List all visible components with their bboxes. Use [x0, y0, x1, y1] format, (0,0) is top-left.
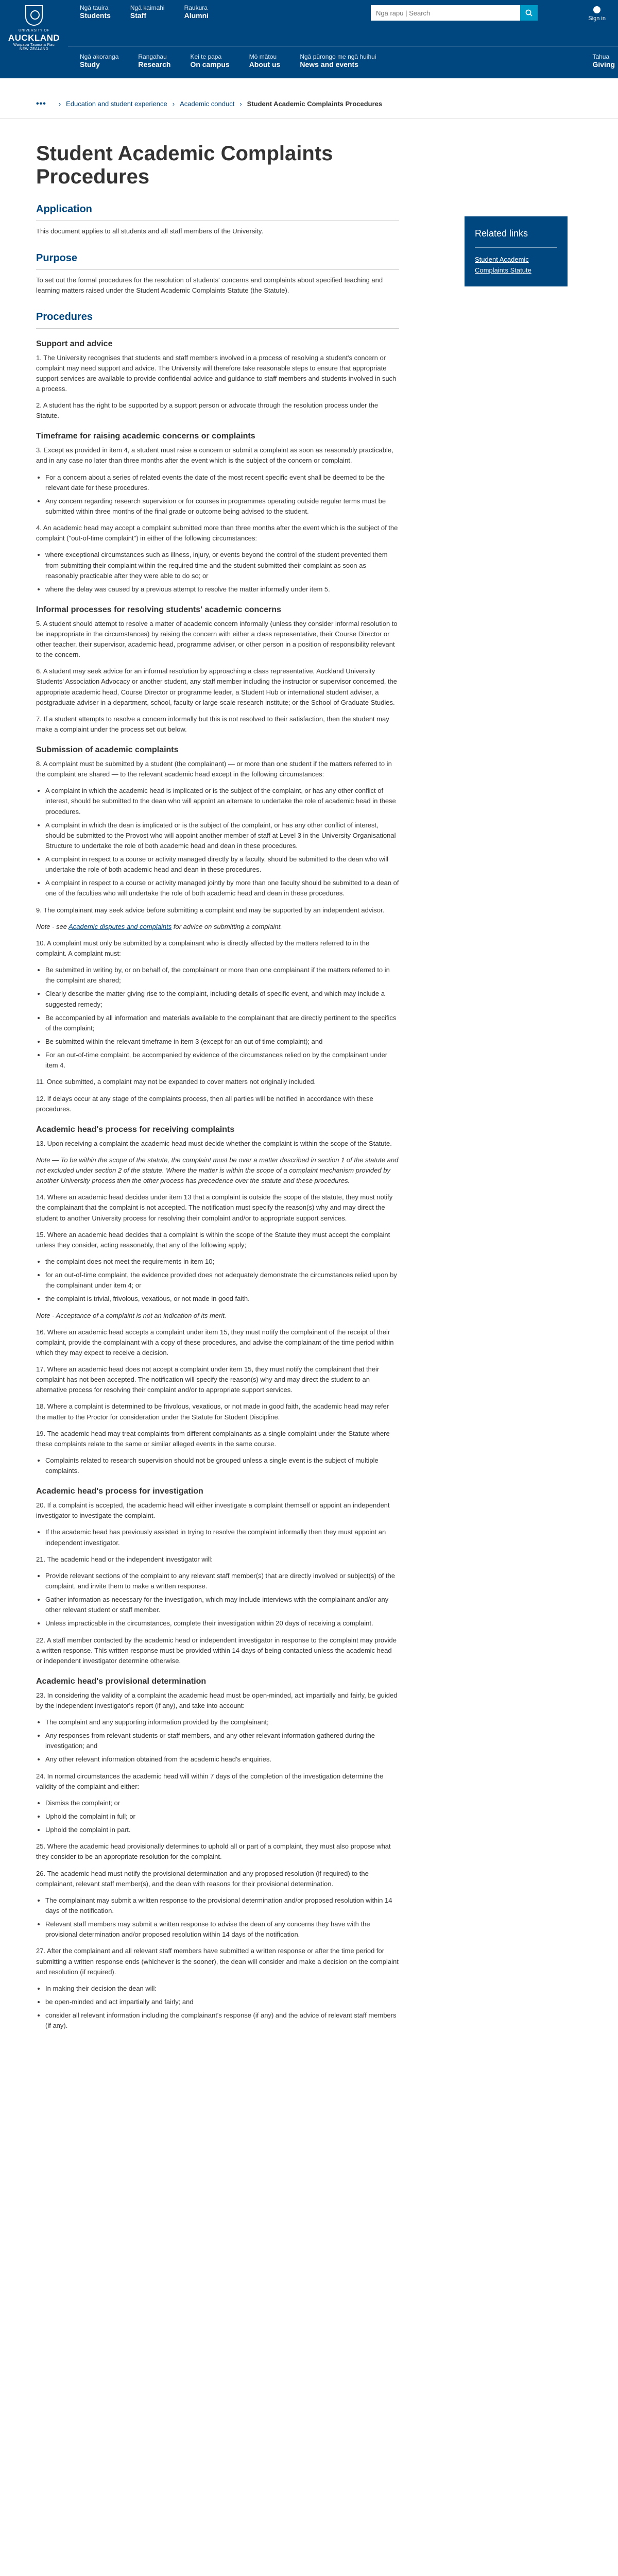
- paragraph: 15. Where an academic head decides that a complaint is within the scope of the Statute they must accept the complaint unless they consider, acting reasonably, that any of the following apply;: [36, 1230, 390, 1249]
- nav-on-campus[interactable]: Kei te papa On campus: [190, 53, 230, 69]
- paragraph: 27. After the complainant and all relevant staff members have submitted a written response or after the time period for submitting a written response ends (whichever is the sooner), the dean will consider and make a decision on the complaint and resolution (if required).: [36, 1947, 399, 1976]
- sidebar: [465, 216, 568, 2038]
- paragraph: 21. The academic head or the independent investigator will:: [36, 1555, 213, 1563]
- paragraph: 13. Upon receiving a complaint the academic head must decide whether the complaint is within the scope of the Statute.: [36, 1139, 392, 1147]
- list-item: • A complaint in which the academic head is implicated or is the subject of the complaint, or has any other conflict of interest, should be submitted to the dean who will appoint an alternate to undertake the role of academic head in these procedures.: [45, 786, 399, 817]
- nav-study[interactable]: Ngā akoranga Study: [80, 53, 119, 69]
- list-item: • Be submitted in writing by, or on behalf of, the complainant or more than one complainant if the matters referred to in the complaint are shared;: [45, 965, 399, 986]
- subheading-investigation: Academic head's process for investigation: [36, 1487, 203, 1496]
- bullet-list: [45, 1455, 399, 1476]
- list-item: • If the academic head has previously assisted in trying to resolve the complaint informally then they must appoint an independent investigator.: [45, 1527, 399, 1548]
- nav-research[interactable]: Rangahau Research: [138, 53, 171, 69]
- search-input[interactable]: [371, 5, 520, 21]
- section-heading-purpose: Purpose: [36, 252, 78, 264]
- sign-in-link[interactable]: Sign in: [588, 6, 606, 23]
- paragraph: 24. In normal circumstances the academic head will within 7 days of the completion of the investigation determine the validity of the complaint and either:: [36, 1772, 384, 1790]
- bullet-list: [45, 1571, 399, 1629]
- bullet-list: [45, 550, 399, 595]
- list-item: • The complainant may submit a written response to the provisional determination and/or proposed resolution within 14 days of the notification.: [45, 1895, 399, 1916]
- list-item: • Any concern regarding research supervision or for courses in programmes operating outside regular terms must be submitted within three months of the final grade or outcome being advised to the student.: [45, 496, 399, 517]
- paragraph: 26. The academic head must notify the provisional determination and any proposed resolution (if required) to the complainant, relevant staff member(s), and the dean with reasons for their provisional determination.: [36, 1869, 369, 1888]
- audience-nav: [80, 4, 228, 20]
- paragraph: 19. The academic head may treat complaints from different complainants as a single complaint under the Statute where these complaints relate to the same or similar alleged events in the same course.: [36, 1429, 390, 1448]
- subheading-timeframe: Timeframe for raising academic concerns or complaints: [36, 432, 255, 441]
- bullet-list: [45, 1798, 399, 1835]
- paragraph: 18. Where a complaint is determined to be frivolous, vexatious, or not made in good faith, the academic head may refer the matter to the Proctor for consideration under the Statute for Student Discipline.: [36, 1402, 389, 1421]
- bullet-list: [45, 1984, 399, 2031]
- paragraph: 9. The complainant may seek advice before submitting a complaint and may be supported by an independent advisor.: [36, 906, 385, 914]
- related-links-heading: Related links: [475, 227, 557, 248]
- list-item: • the complaint is trivial, frivolous, vexatious, or not made in good faith.: [45, 1294, 399, 1304]
- list-item: • Relevant staff members may submit a written response to advise the dean of any concerns they have with the provisional determination and/or proposed resolution within 14 days of the notification.: [45, 1919, 399, 1940]
- list-item: • Uphold the complaint in part.: [45, 1825, 399, 1835]
- bullet-list: [45, 1717, 399, 1765]
- application-text: This document applies to all students and all staff members of the University.: [36, 227, 264, 235]
- list-item: • the complaint does not meet the requirements in item 10;: [45, 1257, 399, 1267]
- bullet-list: [45, 1895, 399, 1940]
- paragraph: 4. An academic head may accept a complaint submitted more than three months after the event which is the subject of the complaint ("out-of-time complaint") in either of the following circumstances:: [36, 524, 398, 543]
- list-item: • where the delay was caused by a previous attempt to resolve the matter informally under item 5.: [45, 584, 399, 595]
- search-button[interactable]: [520, 5, 538, 21]
- nav-alumni[interactable]: Raukura Alumni: [184, 4, 209, 20]
- list-item: • Be accompanied by all information and materials available to the complainant that are directly pertinent to the specifics of the complaint;: [45, 1013, 399, 1033]
- bullet-list: [45, 1257, 399, 1304]
- paragraph: 11. Once submitted, a complaint may not be expanded to cover matters not originally included.: [36, 1078, 316, 1086]
- subheading-informal: Informal processes for resolving students' academic concerns: [36, 605, 281, 614]
- list-item: • Clearly describe the matter giving rise to the complaint, including details of specific event, and which may include a suggested remedy;: [45, 989, 399, 1009]
- list-item: • In making their decision the dean will:: [45, 1984, 399, 1994]
- paragraph: 22. A staff member contacted by the academic head or independent investigator in response to the complaint may provide a written response. This written response must be provided within 14 days of being contacted unless the academic head or independent investigator determine otherwise.: [36, 1636, 397, 1665]
- paragraph: 8. A complaint must be submitted by a student (the complainant) — or more than one student if the matters referred to in the complaint are shared — to the relevant academic head except in the following circumstances:: [36, 759, 392, 778]
- bullet-list: [45, 472, 399, 517]
- user-icon: [593, 6, 600, 13]
- paragraph: 2. A student has the right to be supported by a support person or advocate through the resolution process under the Statute.: [36, 401, 379, 420]
- section-heading-application: Application: [36, 204, 92, 215]
- top-bar: [0, 0, 618, 51]
- chevron-right-icon: ›: [239, 100, 242, 108]
- bullet-list: [45, 786, 399, 899]
- paragraph: 12. If delays occur at any stage of the complaints process, then all parties will be notified in accordance with these procedures.: [36, 1094, 373, 1113]
- paragraph: 25. Where the academic head provisionally determines to uphold all or part of a complaint, they must also propose what they consider to be an appropriate resolution for the complaint.: [36, 1842, 391, 1861]
- breadcrumb: [36, 98, 618, 111]
- academic-disputes-link[interactable]: Academic disputes and complaints: [68, 922, 172, 930]
- list-item: • Gather information as necessary for the investigation, which may include interviews with the complainant and/or any other relevant student or staff member.: [45, 1595, 399, 1615]
- list-item: • Any responses from relevant students or staff members, and any other relevant information gathered during the investigation; and: [45, 1731, 399, 1751]
- subheading-receiving: Academic head's process for receiving complaints: [36, 1125, 235, 1134]
- logo-line4: NEW ZEALAND: [19, 47, 49, 51]
- paragraph: 10. A complaint must only be submitted by a complainant who is directly affected by the matters referred to in the complaint. A complaint must:: [36, 939, 370, 958]
- paragraph: 20. If a complaint is accepted, the academic head will either investigate a complaint themself or appoint an independent investigator to investigate the complaint.: [36, 1501, 390, 1520]
- bullet-list: [45, 1527, 399, 1548]
- logo-line1: UNIVERSITY OF: [18, 29, 50, 32]
- breadcrumb-item[interactable]: Academic conduct: [180, 100, 235, 108]
- paragraph: 23. In considering the validity of a complaint the academic head must be open-minded, act impartially and fairly, be guided by the independent investigator's report (if any), and take into account:: [36, 1691, 398, 1709]
- paragraph: 7. If a student attempts to resolve a concern informally but this is not resolved to their satisfaction, then the student may make a complaint under the process set out below.: [36, 715, 389, 733]
- university-logo[interactable]: [0, 0, 68, 77]
- list-item: • Be submitted within the relevant timeframe in item 3 (except for an out of time complaint); and: [45, 1037, 399, 1047]
- note: Note — To be within the scope of the statute, the complaint must be over a matter described in section 1 of the statute and not excluded under section 2 of the statute. Where the matter is within the scope of a complaint mechanism provided by another University process then the other process has precedence over the statute and these procedures.: [36, 1156, 399, 1185]
- list-item: • consider all relevant information including the complainant's response (if any) and the advice of relevant staff members (if any).: [45, 2010, 399, 2031]
- nav-staff[interactable]: Ngā kaimahi Staff: [130, 4, 165, 20]
- nav-about-us[interactable]: Mō mātou About us: [249, 53, 281, 69]
- chevron-right-icon: ›: [172, 100, 175, 108]
- list-item: • Complaints related to research supervision should not be grouped unless a single event is the subject of multiple complaints.: [45, 1455, 399, 1476]
- subheading-submission: Submission of academic complaints: [36, 745, 179, 755]
- list-item: • A complaint in respect to a course or activity managed directly by a faculty, should be submitted to the dean who will undertake the role of both academic head and dean in these procedures.: [45, 854, 399, 875]
- main-nav-bar: [0, 46, 618, 78]
- breadcrumb-item[interactable]: Education and student experience: [66, 100, 167, 108]
- nav-news-events[interactable]: Ngā pūrongo me ngā huihui News and events: [300, 53, 376, 69]
- bullet-list: [45, 965, 399, 1071]
- subheading-provisional: Academic head's provisional determination: [36, 1676, 207, 1686]
- main-nav: [80, 53, 396, 69]
- nav-giving[interactable]: Tahua Giving: [592, 53, 615, 69]
- breadcrumb-current: Student Academic Complaints Procedures: [247, 100, 383, 108]
- section-heading-procedures: Procedures: [36, 311, 93, 323]
- content-layout: [0, 118, 618, 2038]
- related-links-box: [465, 216, 568, 286]
- note: Note - Acceptance of a complaint is not an indication of its merit.: [36, 1311, 227, 1319]
- logo-line3: Waipapa Taumata Rau: [13, 43, 55, 47]
- paragraph: 17. Where an academic head does not accept a complaint under item 15, they must notify the complainant that their complaint has not been accepted. The notification will specify the reason(s) why and may direct the student to an alternative process for resolving their complaint and/or to appropriate support services.: [36, 1365, 380, 1394]
- list-item: • Dismiss the complaint; or: [45, 1798, 399, 1808]
- breadcrumb-more-button[interactable]: •••: [36, 99, 46, 108]
- purpose-text: To set out the formal procedures for the resolution of students' concerns and complaints about specified teaching and learning matters raised under the Student Academic Complaints Statute (the Statute).: [36, 276, 383, 294]
- list-item: • Provide relevant sections of the complaint to any relevant staff member(s) that are directly involved or subject(s) of the complaint, and invite them to make a written response.: [45, 1571, 399, 1591]
- subheading-support: Support and advice: [36, 339, 113, 348]
- paragraph: 5. A student should attempt to resolve a matter of academic concern informally (unless they consider informal resolution to be inappropriate in the circumstances) by raising the concern with either a class representative, their Course Director or other teacher, their supervisor, academic head, programme adviser, or other person in a position of responsibility relevant to the concern.: [36, 619, 398, 659]
- list-item: • be open-minded and act impartially and fairly; and: [45, 1997, 399, 2007]
- main-content: [36, 118, 399, 2038]
- list-item: • For a concern about a series of related events the date of the most recent specific event shall be deemed to be the relevant date for these procedures.: [45, 472, 399, 493]
- list-item: • Unless impracticable in the circumstances, complete their investigation within 20 days of receiving a complaint.: [45, 1618, 399, 1629]
- site-header: [0, 0, 618, 78]
- list-item: • The complaint and any supporting information provided by the complainant;: [45, 1717, 399, 1727]
- list-item: • A complaint in respect to a course or activity managed jointly by more than one faculty should be submitted to a dean of one of the faculties who will undertake the role of both academic head and dean in these procedures.: [45, 878, 399, 899]
- paragraph: 6. A student may seek advice for an informal resolution by approaching a class representative, Auckland University Students' Association Advocacy or another student, any staff member including the instructor or supervisor concerned, the appropriate academic head, Course Director or programme leader, a Student Hub or international student adviser, a postgraduate adviser in a department, school, faculty or large-scale research institute; or the School of Graduate Studies.: [36, 667, 398, 706]
- paragraph: 14. Where an academic head decides under item 13 that a complaint is outside the scope of the statute, they must notify the complainant that the complaint is not accepted. The notification must specify the reason(s) why and may direct the student to another University process for resolving their complaint and/or to appropriate support services.: [36, 1193, 393, 1222]
- paragraph: 16. Where an academic head accepts a complaint under item 15, they must notify the complainant of the receipt of their complaint, provide the complainant with a copy of these procedures, and advise the complainant of the time period within which they may expect to receive a decision.: [36, 1328, 394, 1357]
- list-item: • Uphold the complaint in full; or: [45, 1811, 399, 1822]
- logo-line2: AUCKLAND: [8, 33, 60, 43]
- list-item: • For an out-of-time complaint, be accompanied by evidence of the circumstances relied on by the complainant under item 4.: [45, 1050, 399, 1071]
- page-title: Student Academic Complaints Procedures: [36, 142, 333, 188]
- paragraph: 3. Except as provided in item 4, a student must raise a concern or submit a complaint as soon as reasonably practicable, and in any case no later than three months after the event which is the subject of the concern or complaint.: [36, 446, 393, 465]
- divider: [36, 269, 399, 270]
- related-link-statute[interactable]: Student Academic Complaints Statute: [475, 255, 531, 275]
- search-icon: [525, 9, 533, 16]
- divider: [36, 328, 399, 329]
- note: Note - see Academic disputes and complaints for advice on submitting a complaint.: [36, 922, 282, 930]
- list-item: • where exceptional circumstances such as illness, injury, or events beyond the control of the student prevented them from submitting their complaint within the required time and the student submitted their complaint as soon as reasonably practicable after they were able to do so; or: [45, 550, 399, 581]
- chevron-right-icon: ›: [58, 100, 61, 108]
- paragraph: 1. The University recognises that students and staff members involved in a process of resolving a student's concern or complaint may need support and advice. The University will therefore take reasonable steps to ensure that appropriate support services are available to provide confidential advice and guidance to staff members and students involved in such a process.: [36, 353, 397, 393]
- list-item: • Any other relevant information obtained from the academic head's enquiries.: [45, 1754, 399, 1765]
- list-item: • A complaint in which the dean is implicated or is the subject of the complaint, or has any other conflict of interest, should be submitted to the Provost who will appoint another member of staff at Level 3 in the University Organisational Structure to undertake the role of both academic head and dean in these procedures.: [45, 820, 399, 851]
- crest-icon: [25, 5, 43, 26]
- list-item: • for an out-of-time complaint, the evidence provided does not adequately demonstrate the circumstances relied upon by the complainant under item 4; or: [45, 1270, 399, 1291]
- search-form: [371, 5, 538, 21]
- nav-students[interactable]: Ngā tauira Students: [80, 4, 111, 20]
